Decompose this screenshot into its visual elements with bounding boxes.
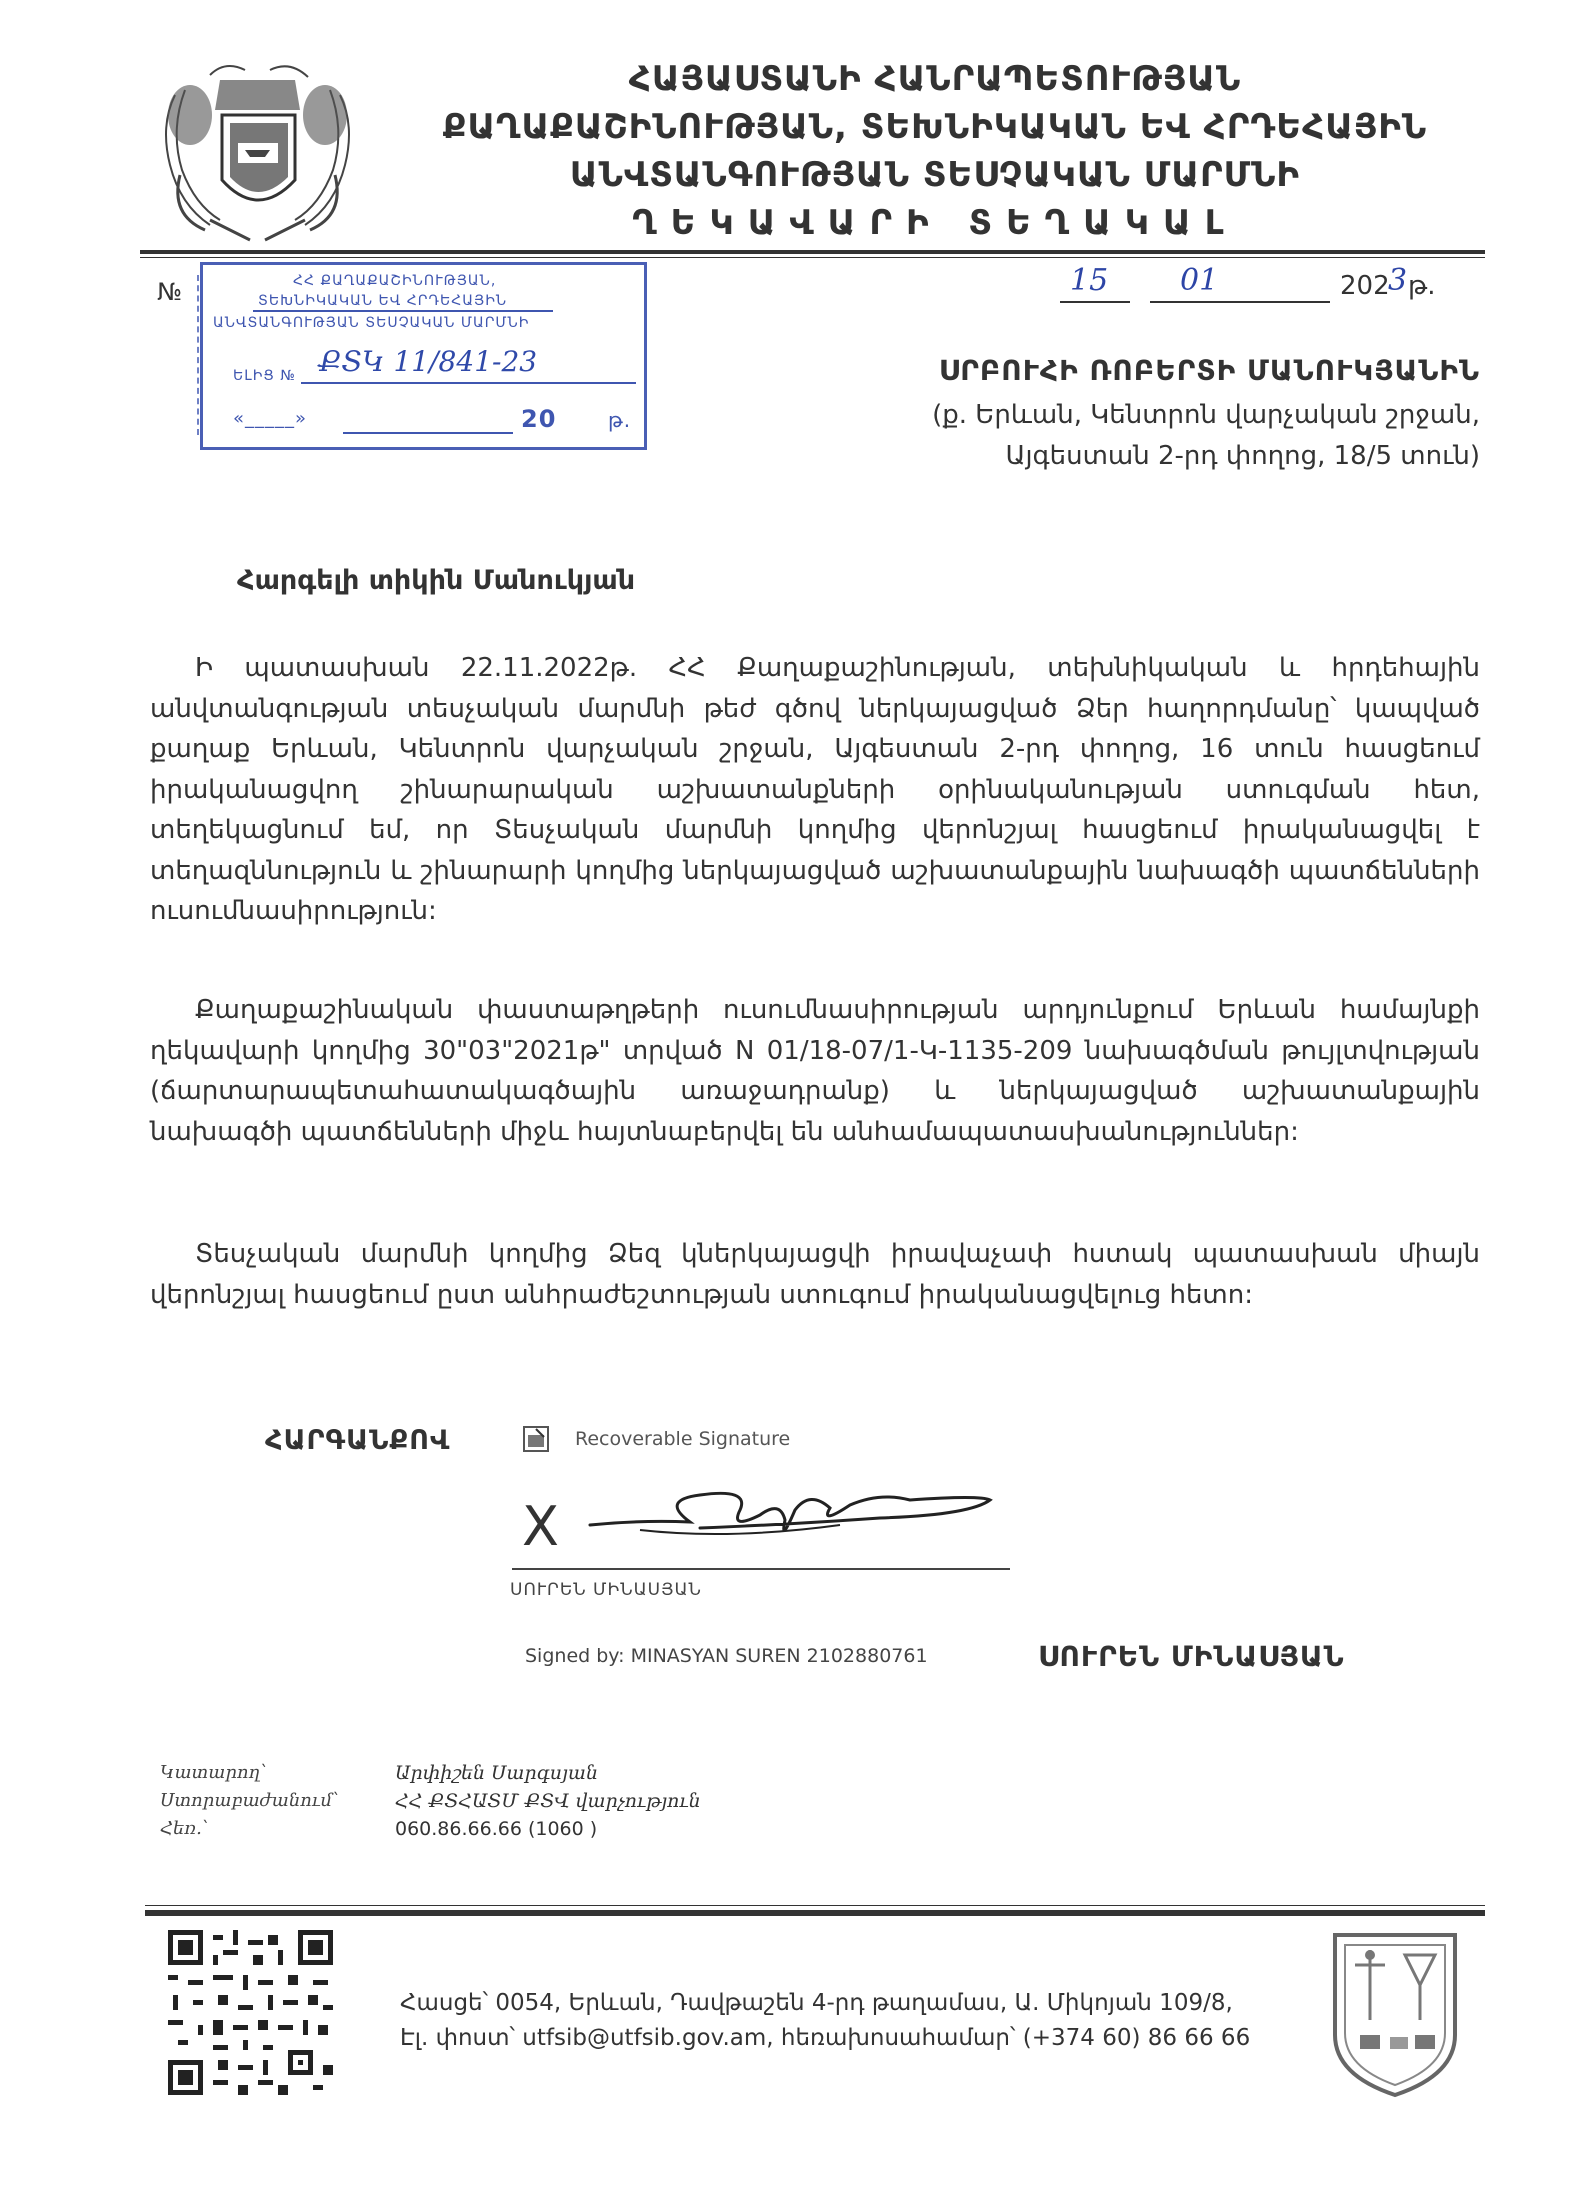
- executor-name: Արփիշեն Սարգսյան: [395, 1762, 599, 1784]
- signed-by-text: Signed by: MINASYAN SUREN 2102880761: [525, 1645, 928, 1667]
- stamp-date-underline: [343, 432, 513, 434]
- coat-of-arms-emblem: [150, 55, 365, 250]
- addressee-name: ՍՐԲՈՒՀԻ ՌՈԲԵՐՏԻ ՄԱՆՈՒԿՅԱՆԻՆ: [938, 354, 1480, 387]
- footer-divider-thin: [145, 1905, 1485, 1906]
- qr-code: [168, 1930, 333, 2095]
- number-mark: №: [157, 278, 182, 306]
- phone-label: Հեռ.՝: [160, 1818, 209, 1839]
- body-paragraph-2: Քաղաքաշինական փաստաթղթերի ուսումնասիրության արդյունքում Երևան համայնքի ղեկավարի կողմից 30"03"2021թ" տրված N 01/18-07/1-Կ-1135-209 նախագծման թույլտվության (ճարտարապետահատակագծային առաջադրանք) և ներկայացված աշխատանքային նախագծի պատճենների միջև հայտնաբերվել են անհամապատասխանություններ:: [150, 995, 1480, 1147]
- letterhead-line-2: ՔԱՂԱՔԱՇԻՆՈՒԹՅԱՆ, ՏԵԽՆԻԿԱԿԱՆ ԵՎ ՀՐԴԵՀԱՅԻՆ: [442, 107, 1428, 147]
- letterhead-line-4: ՂԵԿԱՎԱՐԻ ՏԵՂԱԿԱԼ: [632, 203, 1238, 243]
- handwritten-signature: [580, 1470, 1000, 1560]
- signer-name: ՍՈՒՐԵՆ ՄԻՆԱՍՅԱՆ: [1038, 1640, 1345, 1673]
- header-divider-thick: [140, 250, 1485, 254]
- stamp-date-quote: «_____»: [233, 408, 308, 429]
- footer-divider-thick: [145, 1910, 1485, 1916]
- letterhead-line-3: ԱՆՎՏԱՆԳՈՒԹՅԱՆ ՏԵՍՉԱԿԱՆ ՄԱՐՄՆԻ: [569, 155, 1301, 195]
- footer-address: Հասցե՝ 0054, Երևան, Դավթաշեն 4-րդ թաղամաս, Ա. Միկոյան 109/8,: [400, 1990, 1233, 2016]
- date-month-underline: [1150, 301, 1330, 303]
- letter-date: [1040, 265, 1440, 305]
- stamp-out-number: ՔՏԿ 11/841-23: [318, 345, 538, 378]
- letterhead-title: [360, 55, 1510, 247]
- date-year-prefix: 202: [1340, 271, 1390, 301]
- executor-department: ՀՀ ՔՏՀԱՏՄ ՔՏՎ վարչություն: [395, 1790, 701, 1812]
- date-suffix: թ.: [1408, 271, 1436, 301]
- stamp-edge: [197, 275, 205, 435]
- salutation: Հարգելի տիկին Մանուկյան: [237, 565, 636, 596]
- date-month: 01: [1180, 263, 1219, 298]
- stamp-number-underline: [301, 382, 636, 384]
- signature-icon: [522, 1425, 550, 1453]
- addressee-address-line-2: Այգեստան 2-րդ փողոց, 18/5 տուն): [1005, 441, 1480, 471]
- date-year-last: 3: [1388, 263, 1408, 298]
- signature-name-small: ՍՈՒՐԵՆ ՄԻՆԱՍՅԱՆ: [510, 1580, 702, 1600]
- footer-contact: Էլ. փոստ՝ utfsib@utfsib.gov.am, հեռախոսահամար՝ (+374 60) 86 66 66: [400, 2025, 1251, 2051]
- stamp-date-year: 20: [521, 405, 557, 433]
- registration-stamp: [200, 262, 647, 450]
- header-divider-thin: [140, 257, 1485, 258]
- department-label: Ստորաբաժանում՝: [160, 1790, 339, 1811]
- addressee-address-line-1: (ք. Երևան, Կենտրոն վարչական շրջան,: [932, 400, 1480, 430]
- signature-line: [512, 1568, 1010, 1570]
- executor-label: Կատարող՝: [160, 1762, 267, 1783]
- stamp-date-suffix: թ.: [608, 408, 632, 432]
- closing-respect: ՀԱՐԳԱՆՔՈՎ: [265, 1425, 451, 1456]
- stamp-out-label: ԵԼԻՑ №: [233, 368, 296, 384]
- date-day-underline: [1060, 301, 1130, 303]
- stamp-org-line-3: ԱՆՎՏԱՆԳՈՒԹՅԱՆ ՏԵՍՉԱԿԱՆ ՄԱՐՄՆԻ: [213, 315, 530, 331]
- recoverable-signature-label: Recoverable Signature: [575, 1428, 791, 1450]
- body-paragraph-1: Ի պատասխան 22.11.2022թ. ՀՀ Քաղաքաշինության, տեխնիկական և հրդեհային անվտանգության տեսչական մարմնի թեժ գծով ներկայացված Ձեր հաղորդմանը՝ կապված քաղաք Երևան, Կենտրոն վարչական շրջան, Այգեստան 2-րդ փողոց, 16 տուն հասցեում իրականացվող շինարարական աշխատանքների օրինականության ստուգման հետ, տեղեկացնում եմ, որ Տեսչական մարմնի կողմից վերոնշյալ հասցեում իրականացվել է տեղազննություն և շինարարի կողմից ներկայացված աշխատանքային նախագծի պատճենների ուսումնասիրություն:: [150, 653, 1480, 926]
- signature-x-mark: X: [522, 1495, 559, 1558]
- date-day: 15: [1070, 263, 1109, 298]
- stamp-org-line-1: ՀՀ ՔԱՂԱՔԱՇԻՆՈՒԹՅԱՆ,: [293, 273, 497, 289]
- stamp-underline: [253, 310, 553, 312]
- letterhead-line-1: ՀԱՅԱՍՏԱՆԻ ՀԱՆՐԱՊԵՏՈՒԹՅԱՆ: [628, 59, 1242, 99]
- stamp-org-line-2: ՏԵԽՆԻԿԱԿԱՆ ԵՎ ՀՐԴԵՀԱՅԻՆ: [258, 293, 508, 309]
- executor-phone: 060.86.66.66 (1060 ): [395, 1818, 598, 1840]
- body-paragraph-3: Տեսչական մարմնի կողմից Ձեզ կներկայացվի իրավաչափ հստակ պատասխան միայն վերոնշյալ հասցեում ըստ անհրաժեշտության ստուգում իրականացվելուց հետո:: [150, 1239, 1480, 1310]
- inspection-body-emblem: [1325, 1925, 1465, 2100]
